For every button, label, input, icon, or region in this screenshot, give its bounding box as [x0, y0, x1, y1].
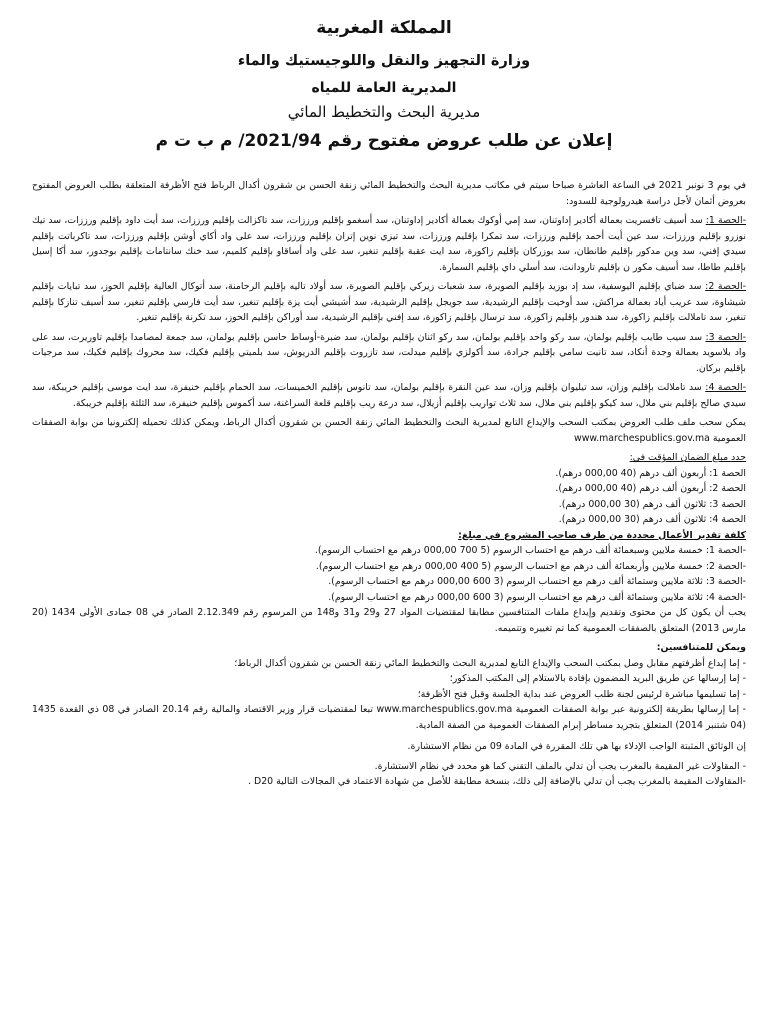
- guarantee-title: حدد مبلغ الضمان المؤقت في:: [629, 452, 746, 463]
- documents-intro: إن الوثائق المثبتة الواجب الإدلاء بها هي تلك المقررة في المادة 09 من نظام الاستشارة.: [407, 741, 746, 752]
- guarantee-item: الحصة 1: أربعون ألف درهم (40 000,00 درهم).: [555, 467, 746, 479]
- submission-option: - إما تسليمها مباشرة لرئيس لجنة طلب العروض عند بداية الجلسة وقبل فتح الأظرفة؛: [417, 688, 746, 700]
- announcement-title: إعلان عن طلب عروض مفتوح رقم 2021/94/ م ب ت م: [155, 131, 613, 151]
- submission-option: - إما إرسالها عن طريق البريد المضمون بإفادة بالاستلام إلى المكتب المذكور؛: [449, 673, 746, 684]
- estimate-item: -الحصة 2: خمسة ملايين وأربعمائة ألف درهم مع احتساب الرسوم (5 400 000,00 درهم مع احتساب الرسوم).: [315, 560, 746, 572]
- guarantee-item: الحصة 3: ثلاثون ألف درهم (30 000,00 درهم).: [558, 498, 746, 510]
- intro-paragraph: في يوم 3 نونبر 2021 في الساعة العاشرة صباحا سيتم في مكاتب مديرية البحث والتخطيط المائي زنقة الحسن بن شقرون أكدال الرباط فتح الأظرفة المتعلقة بطلب العروض المفتوح بعروض أثمان لأجل دراسة هيدرولوجية للسدود:: [32, 180, 747, 207]
- lot-4-text: سد تاملالت بإقليم وزان، سد تيليوان بإقليم وزان، سد عين النقرة بإقليم بولمان، سد تانوس بإقليم الخميسات، سد الحمام بإقليم خنيفرة، سد ايت موسى بإقليم خريبكة، سد سيدي صالح بإقليم بني ملال، سد كيكو بإقليم بني ملال، سد ثلاث تواريب بإقليم أزيلال، سد درعة ريب بإقليم قلعة السراغنة، سد أكموس بإقليم خنيفرة، سد الثلثة بإقليم خريبكة.: [32, 382, 746, 409]
- guarantee-list: [32, 466, 746, 528]
- requirement-item: -المقاولات المقيمة بالمغرب يجب أن تدلي بالإضافة إلى ذلك، بنسخة مطابقة للأصل من شهادة الاعتماد في المجالات التالية D20 .: [248, 776, 746, 787]
- lot-1-text: سد أسيف تافسريت بعمالة أكادير إداوتنان، سد إمي أوكوك بعمالة أكادير إداوتنان، سد أسغمو بإقليم ورززات، سد تاكزالت بإقليم ورززات، سد أيت داود بإقليم ورززات، سد تيك نوزرو بإقليم ورززات، سد عين أيت أحمد بإقليم ورززات، سد تمكرا بإقليم ورززات، سد تيزي نوين إتران بإقليم ورززات، سد على واد أكاي أوشن بإقليم ورززات، سد تاكرباتت بإقليم سيدي إفني، سد وين مدكور بإقليم طانطان، سد بوزركان بإقليم زاكورة، سد ايت عقبة بإقليم تنغير، سد على واد أساقاو بإقليم كلميم، سد خنك سانتامات بإقليم بوجدور، سد أكا إسيل بإقليم طاطا، سد أسيف مكور ن بإقليم تارودانت، سد أسلي داي بإقليم السمارة.: [32, 215, 746, 273]
- lot-2-paragraph: [32, 279, 746, 326]
- estimate-item: -الحصة 1: خمسة ملايين وسبعمائة ألف درهم مع احتساب الرسوم (5 700 000,00 درهم مع احتساب الرسوم).: [314, 545, 746, 556]
- withdrawal-paragraph: يمكن سحب ملف طلب العروض بمكتب السحب والإيداع التابع لمديرية البحث والتخطيط المائي زنقة الحسن بن شقرون أكدال الرباط، ويمكن كذلك تحميله إلكترونيا من بوابة الصفقات العمومية www.marchespublics.gov.ma: [32, 417, 746, 444]
- guarantee-item: الحصة 4: ثلاثون ألف درهم (30 000,00 درهم).: [558, 514, 746, 525]
- estimate-item: -الحصة 3: ثلاثة ملايين وستمائة ألف درهم مع احتساب الرسوم (3 600 000,00 درهم مع احتساب الرسوم).: [328, 576, 746, 587]
- kingdom-title: المملكة المغربية: [316, 18, 452, 38]
- lot-3-text: سد سيب طايب بإقليم بولمان، سد ركو واحد بإقليم بولمان، سد ركو اثنان بإقليم بولمان، سد ضبرة-أوساط حاسن بإقليم بولمان، سد جمعة لمصامدا بإقليم تاوريرت، سد على واد بلاسويد بعمالة وجدة أنكاد، سد تانيت سامي بإقليم جرادة، سد أكولزي بإقليم ميدلت، سد تازروت بإقليم الدريوش، سد بلميتي بإقليم فكيك، سد محروك بإقليم فكيك، سد مرجيات بإقليم بركان.: [32, 331, 746, 374]
- lot-4-paragraph: [32, 380, 746, 411]
- submission-options: [32, 656, 746, 734]
- lot-2-text: سد ضباي بإقليم اليوسفية، سد إد بوزيد بإقليم الصويرة، سد شعبات زيركي بإقليم الصويرة، سد أولاد تاليه بإقليم الرحامنة، سد أتوكال العالية بإقليم الحوز، سد تبايات بإقليم شيشاوة، سد عريب أياد بعمالة مراكش، سد أوخيت بإقليم الرشيدية، سد جويجل بإقليم الرشيدية، سد أشيشي أيت يزة بإقليم تنغير، سد أيت فارسي بإقليم تنغير، سد أسيف تنازكا بإقليم تنغير، سد تاملالت بإقليم زاكورة، سد هندور بإقليم زاكورة، سد ترسال بإقليم زاكورة، سد إفني بإقليم الرشيدية، سد أوراكن بإقليم الحوز، سد تكرنة بإقليم تنغير.: [32, 281, 746, 323]
- estimate-title: كلفة تقدير الأعمال محددة من طرف صاحب المشروع في مبلغ:: [458, 529, 746, 541]
- requirement-item: - المقاولات غير المقيمة بالمغرب يجب أن تدلي بالملف التقني كما هو محدد في نظام الاستشارة.: [374, 760, 746, 772]
- submission-option: - إما إرسالها بطريقة إلكترونية عبر بوابة الصفقات العمومية www.marchespublics.gov.ma تبعا لمقتضيات قرار وزير الاقتصاد والمالية رقم 20.14 الصادر في 08 ذي القعدة 1435 (04 شتنبر 2014) المتعلق بتجريد مساطر إبرام الصفقات العمومية من الصفة المادية.: [32, 704, 747, 731]
- lot-3-paragraph: [32, 330, 746, 377]
- requirements-list: [32, 759, 746, 790]
- directorate-title: مديرية البحث والتخطيط المائي: [287, 103, 481, 121]
- lot-3-label: -الحصة 3:: [705, 331, 746, 343]
- lot-1-paragraph: [32, 213, 746, 275]
- lot-4-label: -الحصة 4:: [705, 382, 746, 393]
- lot-2-label: -الحصة 2:: [705, 281, 746, 292]
- document-body: [32, 178, 746, 790]
- compliance-paragraph: يجب أن يكون كل من محتوى وتقديم وإيداع ملفات المتنافسين مطابقا لمقتضيات المواد 27 و29 و31 و148 من المرسوم رقم 2.12.349 الصادر في 08 جمادى الأولى 1434 (20 مارس 2013) المتعلق بالصفقات العمومية كما تم تغييره وتتميمه.: [32, 607, 746, 634]
- ministry-title: وزارة التجهيز والنقل واللوجيستيك والماء: [237, 53, 531, 69]
- lot-1-label: -الحصة 1:: [705, 215, 746, 226]
- estimate-item: -الحصة 4: ثلاثة ملايين وستمائة ألف درهم مع احتساب الرسوم (3 600 000,00 درهم مع احتساب الرسوم).: [328, 591, 746, 603]
- submission-option: - إما إيداع أظرفتهم مقابل وصل بمكتب السحب والإيداع التابع لمديرية البحث والتخطيط المائي زنقة الحسن بن شقرون أكدال الرباط؛: [234, 657, 746, 669]
- guarantee-item: الحصة 2: أربعون ألف درهم (40 000,00 درهم).: [555, 483, 746, 494]
- estimate-list: [32, 543, 746, 605]
- competitors-intro: ويمكن للمتنافسين:: [656, 642, 746, 653]
- directorate-general-title: المديرية العامة للمياه: [311, 80, 457, 96]
